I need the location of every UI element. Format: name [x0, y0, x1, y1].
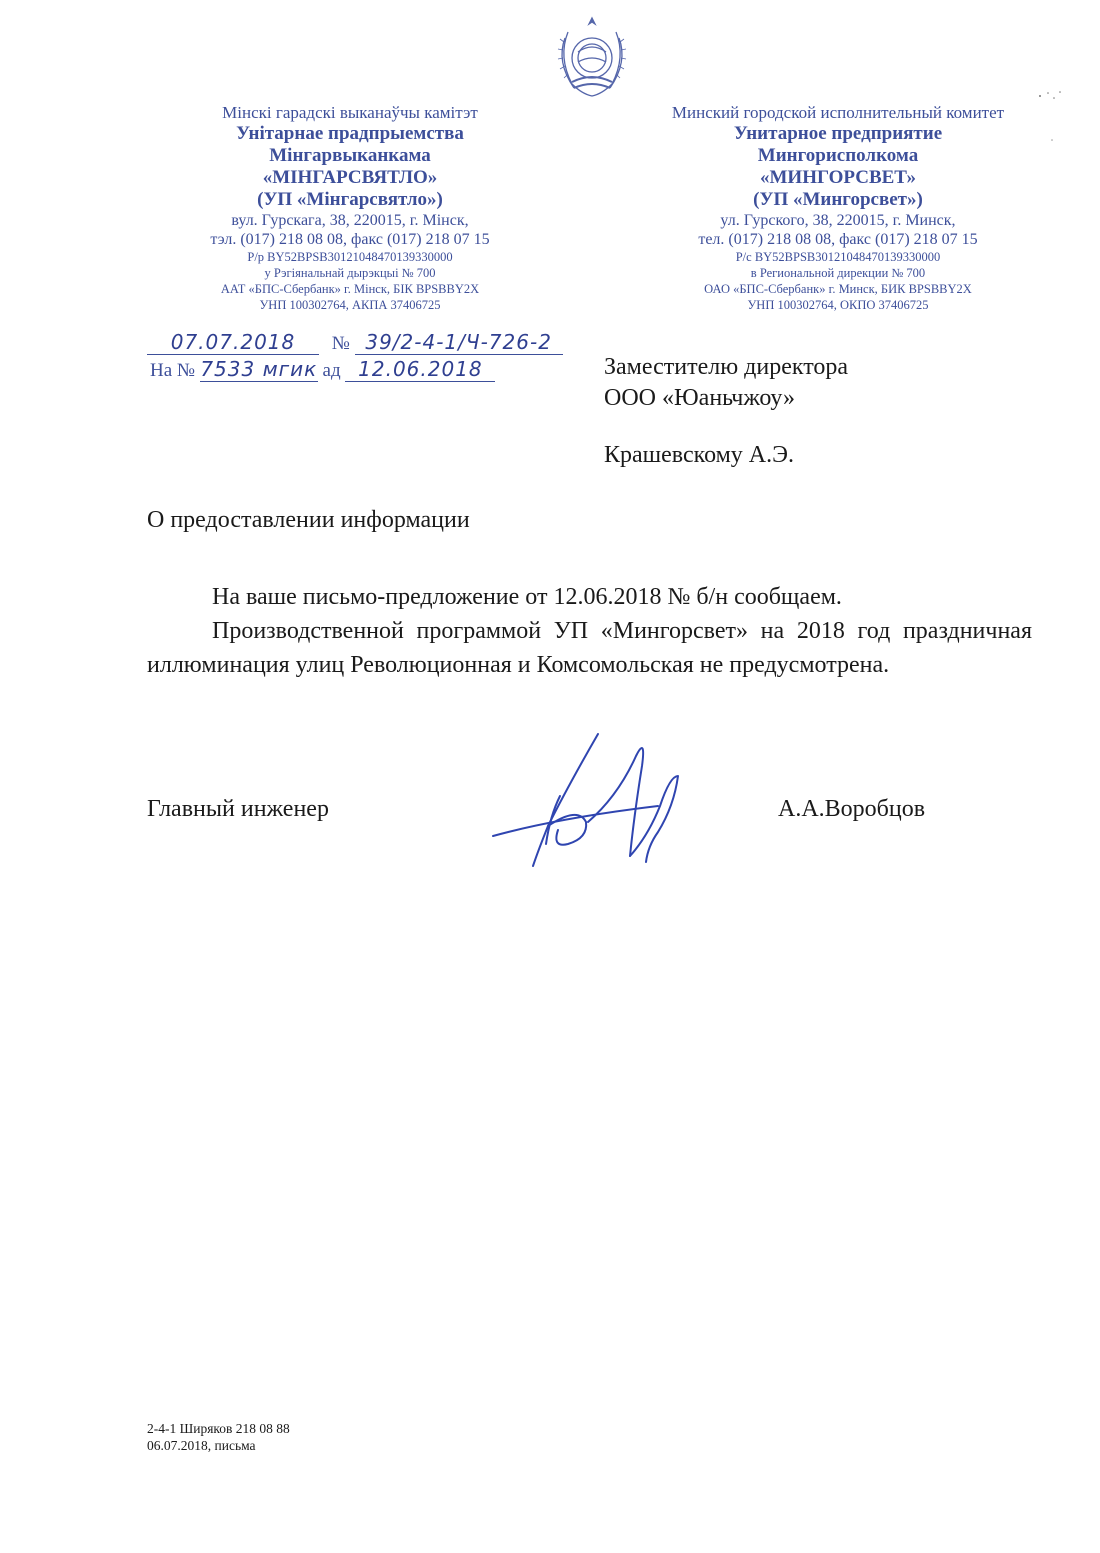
- authority-ru: Минский городской исполнительный комитет: [671, 103, 1005, 122]
- registration-row-reference: [150, 357, 495, 382]
- org-short-be: (УП «Мінгарсвятло»): [257, 189, 443, 210]
- authority-be: Мінскі гарадскі выканаўчы камітэт: [222, 103, 478, 122]
- state-emblem-icon: [548, 12, 636, 100]
- org-short-ru: (УП «Мингорсвет»): [753, 189, 923, 210]
- address-be: вул. Гурскага, 38, 220015, г. Мінск,: [231, 212, 469, 229]
- addressee-company: ООО «Юаньчжоу»: [604, 385, 796, 411]
- outgoing-date: 07.07.2018: [147, 330, 319, 355]
- ids-be: УНП 100302764, АКПА 37406725: [259, 298, 441, 312]
- reference-date: 12.06.2018: [345, 357, 495, 382]
- org-line1-be: Унітарнае прадпрыемства: [236, 123, 464, 144]
- bank-be: ААТ «БПС-Сбербанк» г. Мінск, БІК BPSBBY2X: [220, 282, 480, 296]
- bank-ru: ОАО «БПС-Сбербанк» г. Минск, БИК BPSBBY2X: [704, 282, 972, 296]
- number-sign: №: [331, 333, 350, 354]
- executor-footer: [147, 1420, 290, 1454]
- addressee-position: Заместителю директора: [604, 354, 849, 380]
- account-ru: Р/с BY52BPSB30121048470139330000: [735, 250, 941, 264]
- phone-ru: тел. (017) 218 08 08, факс (017) 218 07 15: [698, 231, 978, 248]
- account-be: Р/р BY52BPSB30121048470139330000: [247, 250, 453, 264]
- signatory-title: Главный инженер: [147, 796, 329, 822]
- address-ru: ул. Гурского, 38, 220015, г. Минск,: [720, 212, 956, 229]
- phone-be: тэл. (017) 218 08 08, факс (017) 218 07 15: [210, 231, 490, 248]
- header-right: [618, 102, 1058, 313]
- reference-number: 7533 мгик: [200, 357, 318, 381]
- scan-specks-icon: [1030, 90, 1070, 150]
- reference-from-label: ад: [322, 360, 341, 381]
- org-line2-be: Мінгарвыканкама: [269, 145, 431, 166]
- bank-branch-be: у Рэгіянальнай дырэкцыі № 700: [264, 266, 436, 280]
- file-info: 06.07.2018, письма: [147, 1438, 256, 1453]
- addressee-person: Крашевскому А.Э.: [604, 442, 794, 468]
- body-paragraph-1: На ваше письмо-предложение от 12.06.2018 № б/н сообщаем.: [212, 584, 842, 610]
- executor-info: 2-4-1 Ширяков 218 08 88: [147, 1421, 290, 1436]
- letter-subject: О предоставлении информации: [147, 507, 470, 533]
- signature-icon: [488, 726, 698, 876]
- registration-row-outgoing: [147, 330, 563, 355]
- org-line3-be: «МІНГАРСВЯТЛО»: [262, 167, 438, 188]
- addressee-block: [604, 352, 848, 471]
- org-line3-ru: «МИНГОРСВЕТ»: [760, 167, 916, 188]
- bank-branch-ru: в Региональной дирекции № 700: [750, 266, 926, 280]
- outgoing-number: 39/2-4-1/Ч-726-2: [355, 330, 563, 355]
- body-paragraph-2: Производственной программой УП «Мингорсвет» на 2018 год праздничная иллюминация улиц Революционная и Комсомольская не предусмотрена.: [147, 618, 1032, 678]
- org-line1-ru: Унитарное предприятие: [733, 123, 943, 144]
- reference-label: На №: [150, 360, 196, 381]
- signatory-name: А.А.Воробцов: [778, 796, 926, 822]
- ids-ru: УНП 100302764, ОКПО 37406725: [747, 298, 929, 312]
- org-line2-ru: Мингорисполкома: [757, 145, 919, 166]
- letter-body: [147, 580, 1032, 682]
- header-left: [130, 102, 570, 313]
